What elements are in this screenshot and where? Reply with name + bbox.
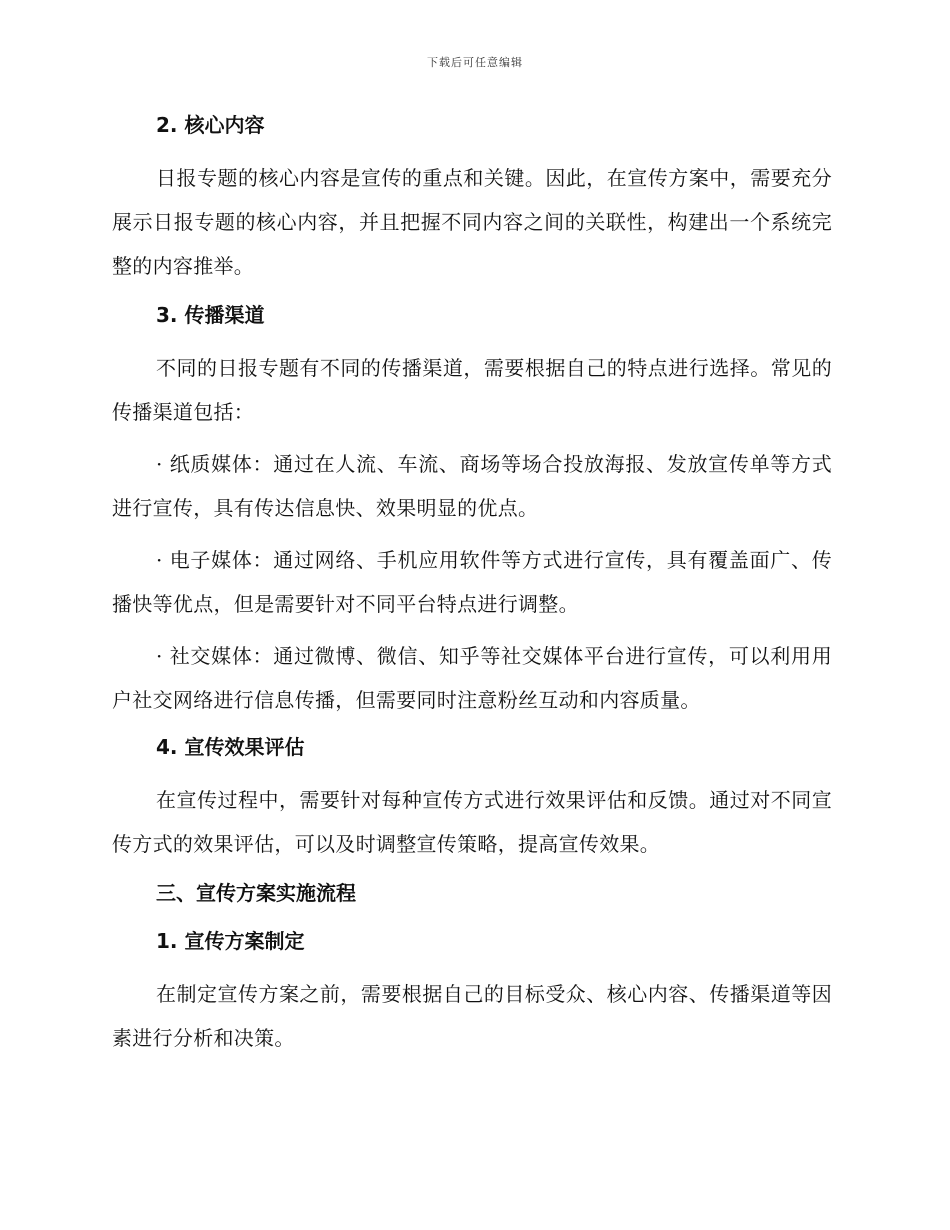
heading-core-content: 2. 核心内容 — [156, 113, 265, 137]
paragraph-channels-intro: 不同的日报专题有不同的传播渠道，需要根据自己的特点进行选择。常见的传播渠道包括： — [112, 356, 832, 424]
heading-channels: 3. 传播渠道 — [156, 303, 265, 327]
document-body — [112, 108, 832, 1068]
heading-implementation-process: 三、宣传方案实施流程 — [156, 881, 356, 905]
list-item-electronic-media: · 电子媒体：通过网络、手机应用软件等方式进行宣传，具有覆盖面广、传播快等优点，但是需要针对不同平台特点进行调整。 — [112, 548, 832, 616]
paragraph-planning: 在制定宣传方案之前，需要根据自己的目标受众、核心内容、传播渠道等因素进行分析和决策。 — [112, 982, 832, 1050]
heading-planning: 1. 宣传方案制定 — [156, 929, 305, 953]
list-item-print-media: · 纸质媒体：通过在人流、车流、商场等场合投放海报、发放宣传单等方式进行宣传，具有传达信息快、效果明显的优点。 — [112, 452, 832, 520]
page-header: 下载后可任意编辑 — [427, 56, 523, 69]
paragraph-core-content: 日报专题的核心内容是宣传的重点和关键。因此，在宣传方案中，需要充分展示日报专题的核心内容，并且把握不同内容之间的关联性，构建出一个系统完整的内容推举。 — [112, 166, 832, 278]
list-item-social-media: · 社交媒体：通过微博、微信、知乎等社交媒体平台进行宣传，可以利用用户社交网络进行信息传播，但需要同时注意粉丝互动和内容质量。 — [112, 644, 832, 712]
heading-evaluation: 4. 宣传效果评估 — [156, 735, 305, 759]
paragraph-evaluation: 在宣传过程中，需要针对每种宣传方式进行效果评估和反馈。通过对不同宣传方式的效果评估，可以及时调整宣传策略，提高宣传效果。 — [112, 788, 832, 856]
